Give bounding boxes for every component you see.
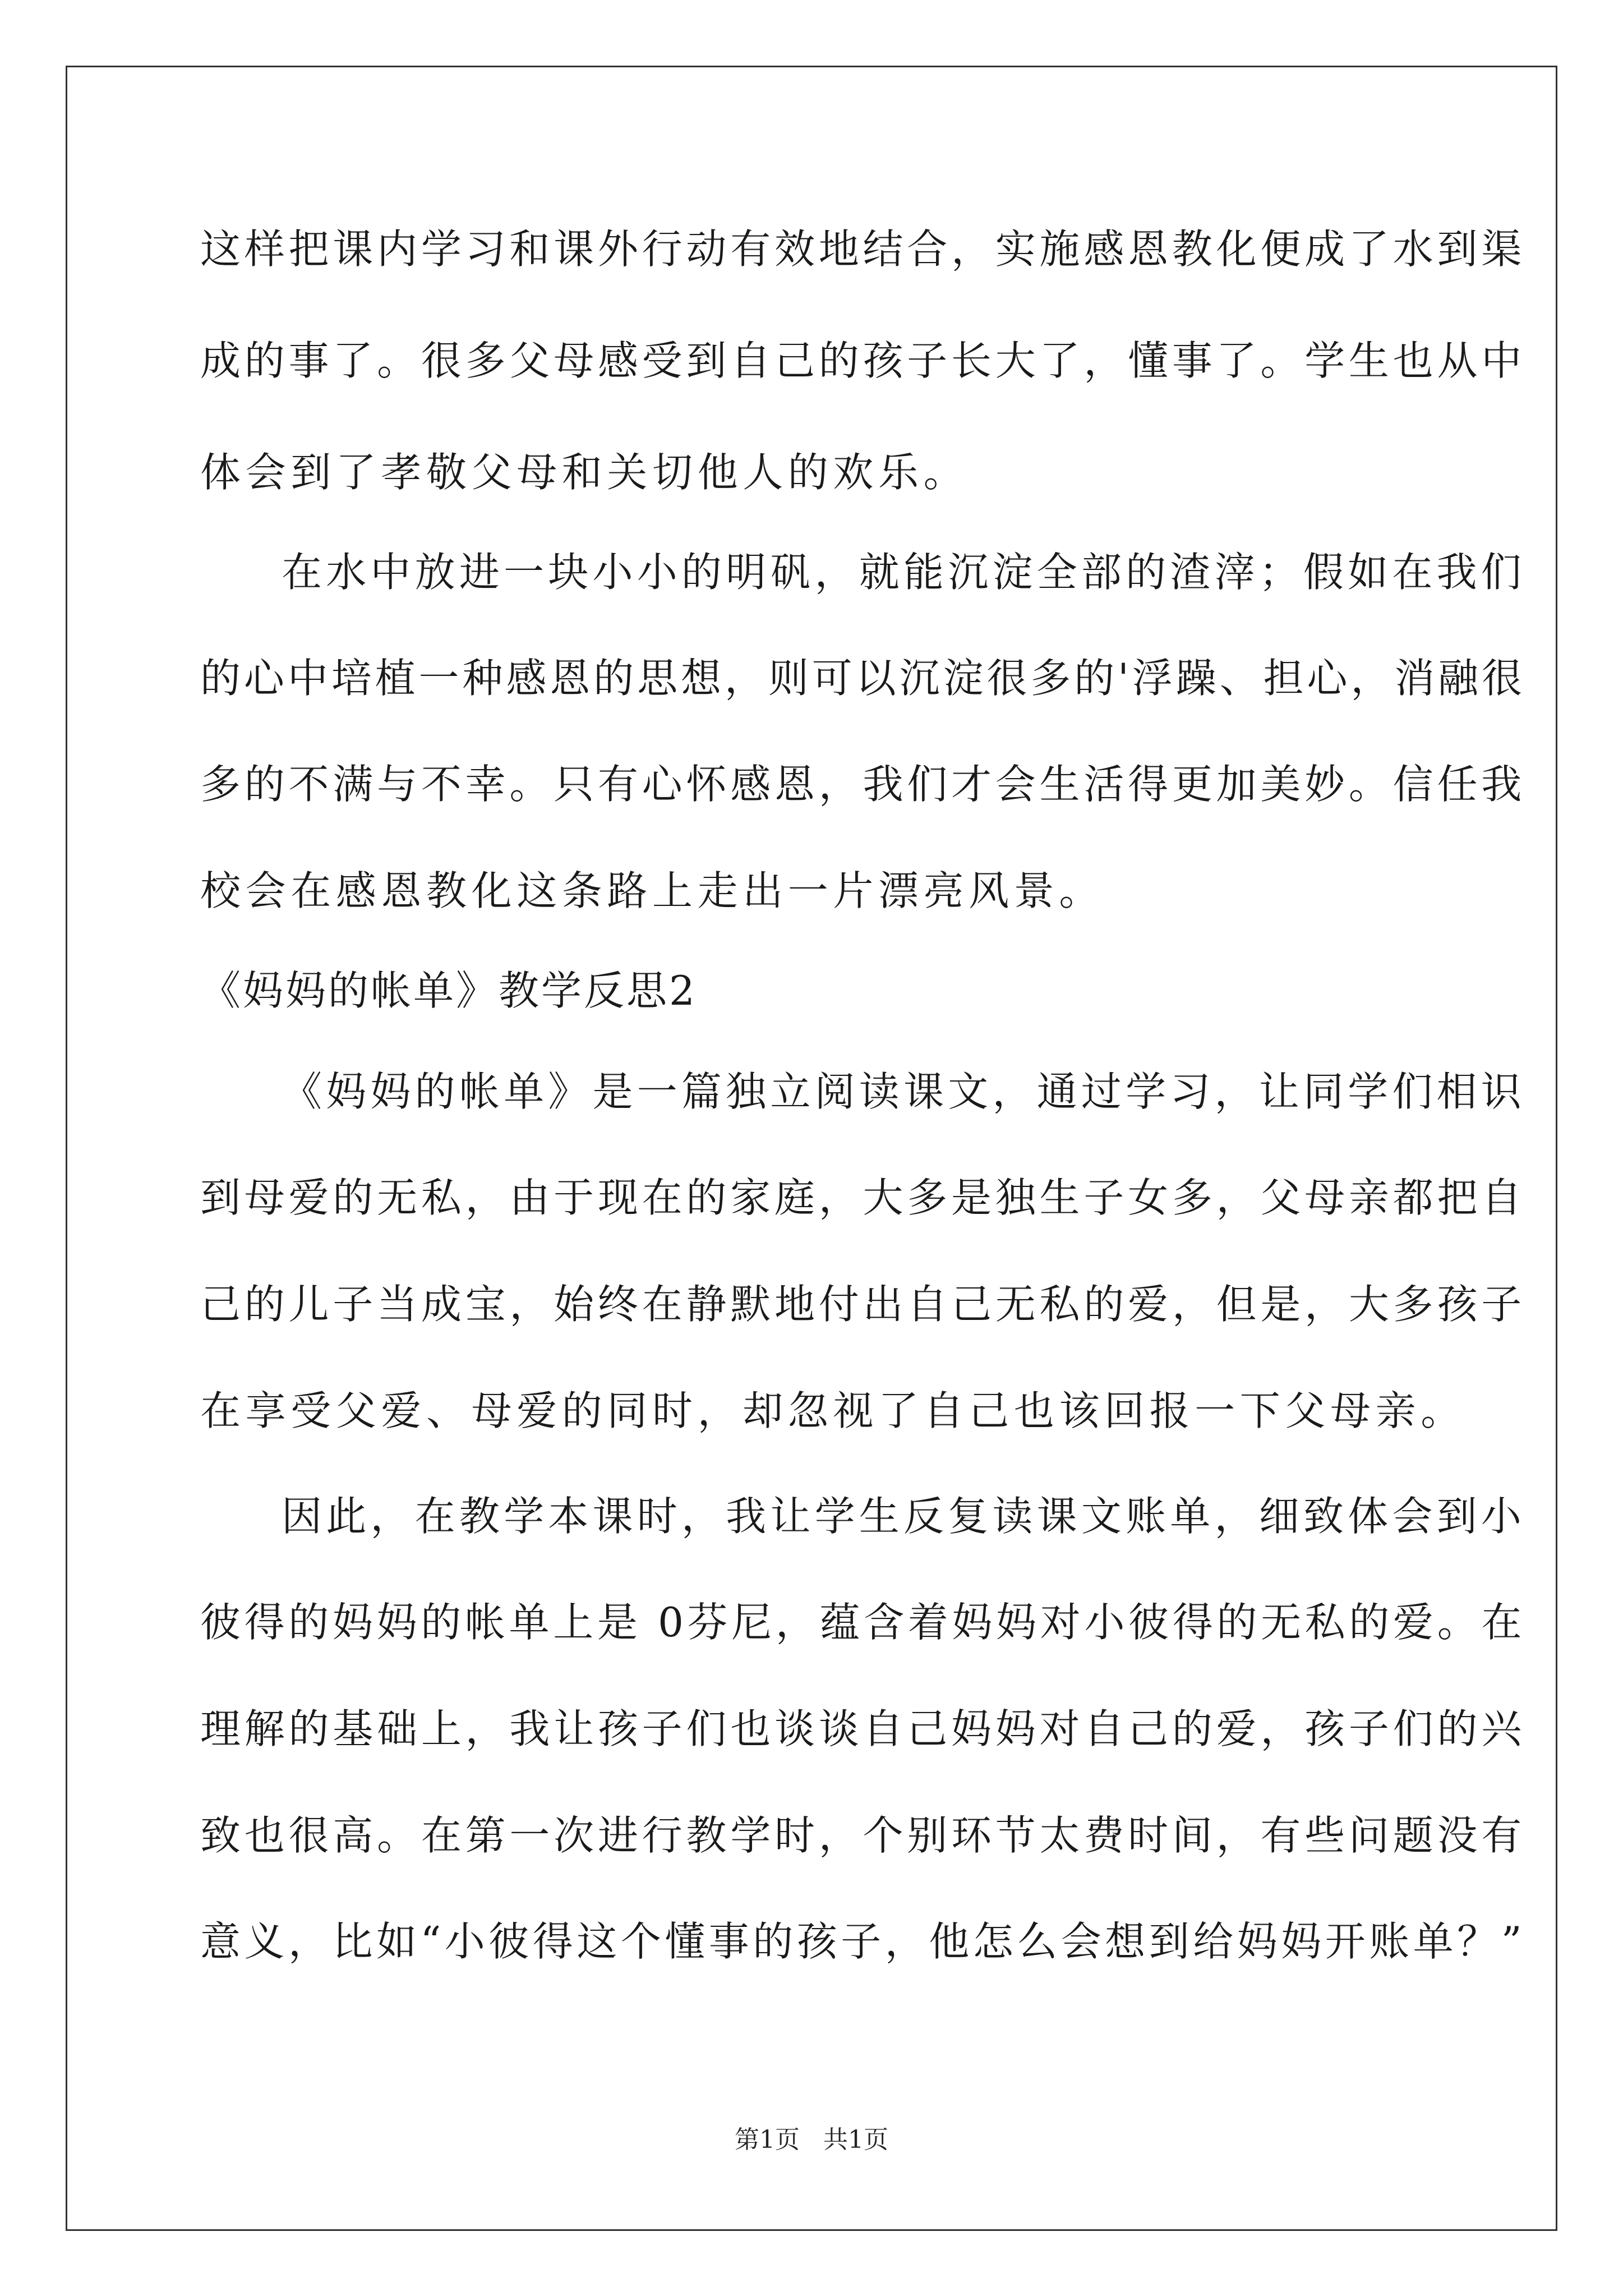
- text-line: 致也很高。在第一次进行教学时，个别环节太费时间，有些问题没有: [200, 1812, 1525, 1859]
- page-border: [66, 66, 1557, 2231]
- text-line: 彼得的妈妈的帐单上是 0芬尼，蕴含着妈妈对小彼得的无私的爱。在: [200, 1599, 1525, 1646]
- text-line: 成的事了。很多父母感受到自己的孩子长大了，懂事了。学生也从中: [200, 337, 1525, 384]
- text-line: 理解的基础上，我让孩子们也谈谈自己妈妈对自己的爱，孩子们的兴: [200, 1705, 1525, 1752]
- text-line: 意义，比如“小彼得这个懂事的孩子，他怎么会想到给妈妈开账单？”: [200, 1918, 1525, 1965]
- text-line: 多的不满与不幸。只有心怀感恩，我们才会生活得更加美妙。信任我: [200, 761, 1525, 808]
- text-line: 在享受父爱、母爱的同时，却忽视了自己也该回报一下父母亲。: [200, 1387, 1466, 1434]
- page-footer: 第1页 共1页: [735, 2125, 888, 2154]
- text-line: 在水中放进一块小小的明矾，就能沉淀全部的渣滓；假如在我们: [282, 549, 1525, 596]
- text-line: 这样把课内学习和课外行动有效地结合，实施感恩教化便成了水到渠: [200, 226, 1525, 273]
- text-line: 《妈妈的帐单》是一篇独立阅读课文，通过学习，让同学们相识: [282, 1068, 1525, 1115]
- text-line: 校会在感恩教化这条路上走出一片漂亮风景。: [200, 867, 1105, 914]
- text-line: 到母爱的无私，由于现在的家庭，大多是独生子女多，父母亲都把自: [200, 1174, 1525, 1221]
- text-line: 己的儿子当成宝，始终在静默地付出自己无私的爱，但是，大多孩子: [200, 1281, 1525, 1328]
- section-heading: 《妈妈的帐单》教学反思2: [200, 967, 697, 1014]
- text-line: 因此，在教学本课时，我让学生反复读课文账单，细致体会到小: [282, 1493, 1525, 1540]
- text-line: 的心中培植一种感恩的思想，则可以沉淀很多的'浮躁、担心，消融很: [200, 655, 1525, 702]
- text-line: 体会到了孝敬父母和关切他人的欢乐。: [200, 449, 969, 496]
